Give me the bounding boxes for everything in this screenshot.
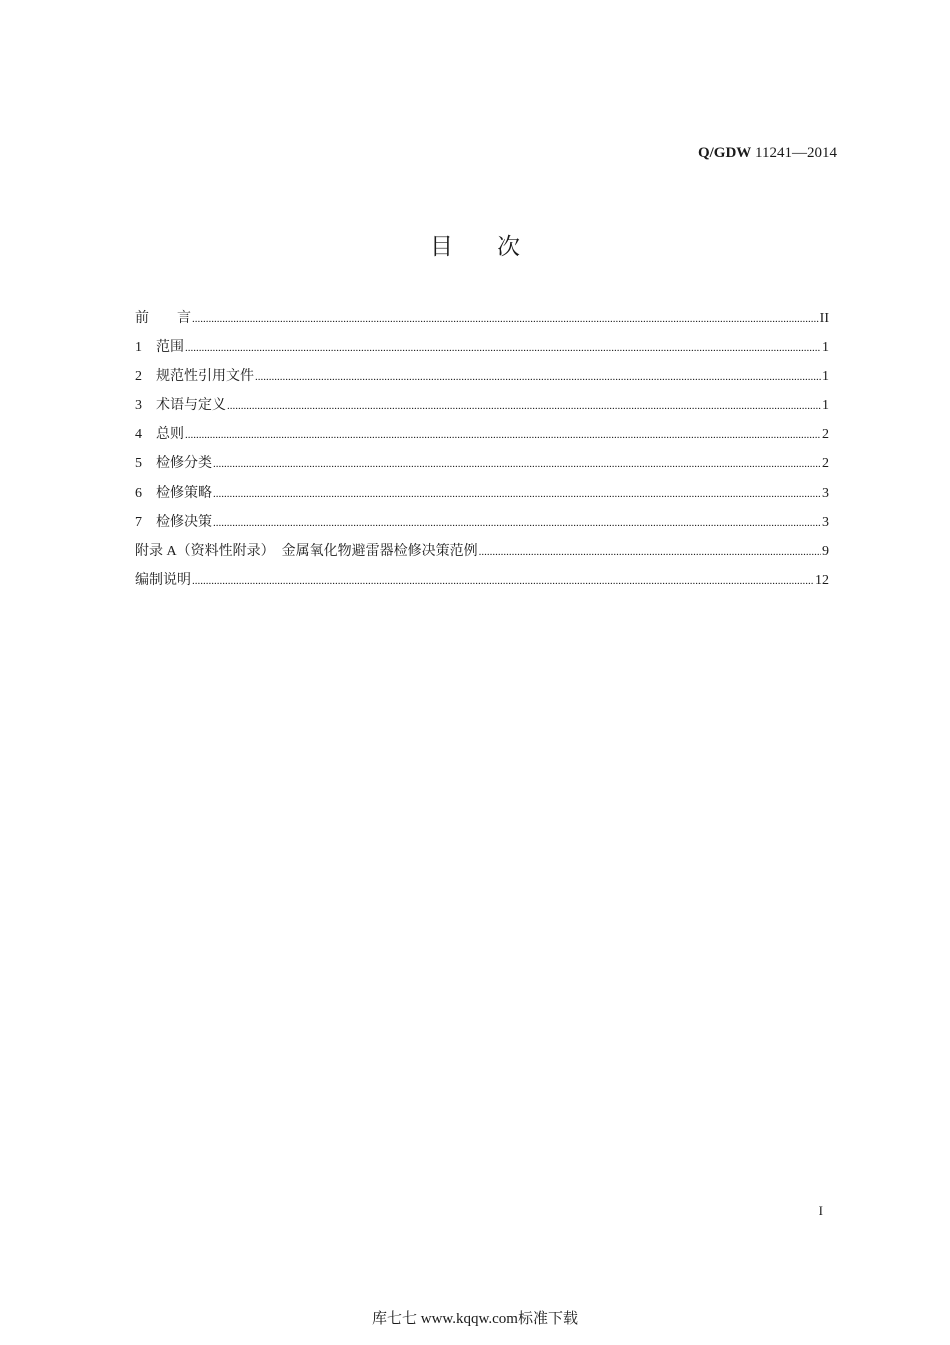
toc-leader-dots bbox=[213, 512, 821, 534]
toc-entry-page: 1 bbox=[822, 369, 829, 385]
toc-entry-label: 7 检修决策 bbox=[135, 514, 212, 530]
toc-entry-label: 6 检修策略 bbox=[135, 485, 212, 501]
toc-entry-label: 3 术语与定义 bbox=[135, 398, 226, 414]
toc-entry-page: II bbox=[819, 311, 829, 326]
document-code bbox=[698, 145, 837, 162]
toc-title: 目次 bbox=[430, 234, 564, 260]
toc-leader-dots bbox=[227, 395, 821, 417]
toc-entry-label: 1 范围 bbox=[135, 340, 184, 356]
toc-leader-dots bbox=[255, 366, 821, 388]
toc-entry-page: 1 bbox=[822, 340, 829, 356]
document-code-prefix: Q/GDW bbox=[697, 145, 752, 161]
toc-entry-general[interactable] bbox=[135, 424, 829, 453]
toc-leader-dots bbox=[192, 570, 814, 592]
toc-entry-page: 9 bbox=[822, 543, 829, 559]
toc-entry-label: 4 总则 bbox=[135, 427, 184, 443]
toc-entry-page: 12 bbox=[815, 572, 829, 588]
toc-entry-maintenance-strategy[interactable] bbox=[135, 483, 829, 512]
toc-entry-label: 2 规范性引用文件 bbox=[135, 369, 254, 385]
toc-entry-label: 前 言 bbox=[135, 311, 191, 326]
footer-watermark: 库七七 www.kqqw.com标准下载 bbox=[372, 1311, 578, 1327]
toc-entry-compilation-notes[interactable] bbox=[135, 570, 829, 599]
toc-entry-maintenance-classification[interactable] bbox=[135, 453, 829, 482]
toc-entry-page: 2 bbox=[822, 456, 829, 472]
table-of-contents bbox=[135, 308, 829, 599]
page-number: I bbox=[818, 1203, 823, 1218]
toc-entry-appendix-a[interactable] bbox=[135, 541, 829, 570]
toc-leader-dots bbox=[213, 453, 821, 475]
toc-leader-dots bbox=[192, 308, 819, 330]
toc-entry-terms-definitions[interactable] bbox=[135, 395, 829, 424]
toc-entry-label: 编制说明 bbox=[135, 572, 191, 588]
toc-entry-normative-references[interactable] bbox=[135, 366, 829, 395]
toc-entry-page: 2 bbox=[822, 427, 829, 443]
toc-entry-label: 附录 A（资料性附录） 金属氧化物避雷器检修决策范例 bbox=[135, 543, 478, 559]
toc-leader-dots bbox=[185, 337, 821, 359]
document-code-number: 11241—2014 bbox=[751, 145, 837, 161]
toc-entry-maintenance-decision[interactable] bbox=[135, 512, 829, 541]
toc-entry-scope[interactable] bbox=[135, 337, 829, 366]
toc-leader-dots bbox=[213, 483, 821, 505]
toc-entry-page: 3 bbox=[822, 514, 829, 530]
toc-entry-foreword[interactable] bbox=[135, 308, 829, 337]
toc-entry-label: 5 检修分类 bbox=[135, 456, 212, 472]
toc-leader-dots bbox=[479, 541, 821, 563]
toc-leader-dots bbox=[185, 424, 821, 446]
toc-entry-page: 3 bbox=[822, 485, 829, 501]
toc-entry-page: 1 bbox=[822, 398, 829, 414]
